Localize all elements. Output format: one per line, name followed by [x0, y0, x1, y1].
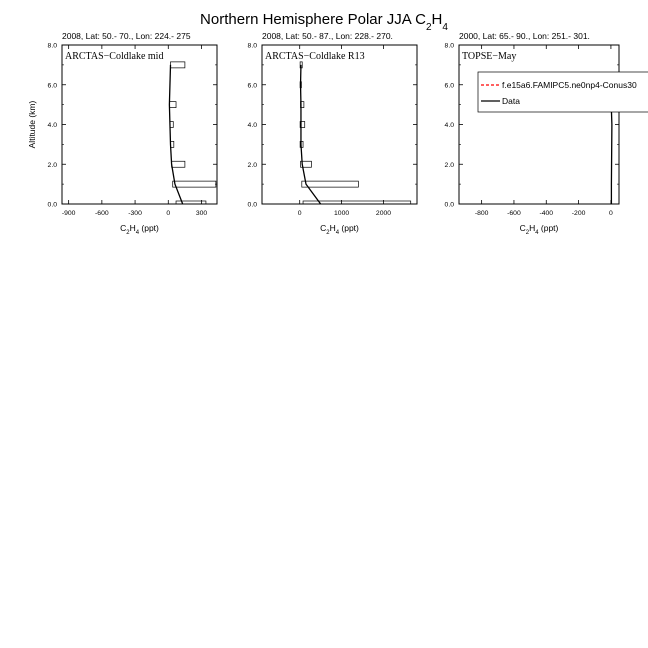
figure-title: Northern Hemisphere Polar JJA $C_2H_4$: [200, 11, 448, 33]
x-tick-label: -200: [571, 210, 586, 217]
y-tick-label: 8.0: [247, 42, 257, 50]
x-tick-label: -600: [95, 210, 109, 217]
range-box: [171, 62, 185, 68]
plot-area: [611, 105, 612, 204]
campaign-label: TOPSE−May: [462, 51, 517, 62]
y-tick-label: 8.0: [47, 42, 57, 50]
y-tick-label: 6.0: [247, 82, 257, 90]
panel-3: [445, 31, 619, 236]
x-tick-label: -400: [539, 210, 554, 217]
x-tick-label: -800: [474, 210, 489, 217]
legend-box: [478, 72, 648, 112]
x-tick-label: 0: [609, 210, 613, 217]
y-tick-label: 4.0: [47, 122, 57, 129]
axes-frame: [62, 45, 217, 204]
y-tick-label: 6.0: [444, 82, 454, 90]
y-tick-label: 4.0: [444, 122, 454, 129]
x-tick-label: 0: [166, 210, 171, 217]
y-tick-label: 4.0: [247, 122, 257, 129]
legend: [478, 72, 648, 112]
x-tick-label: -300: [128, 210, 142, 217]
y-tick-label: 0.0: [47, 201, 57, 209]
x-tick-label: 1000: [334, 210, 350, 217]
panel-1: [27, 31, 217, 236]
data-profile-line: [169, 65, 182, 204]
y-tick-label: 0.0: [247, 201, 257, 209]
x-axis-label: $C_2H_4$ (ppt): [120, 223, 159, 236]
legend-label: f.e15a6.FAMIPC5.ne0np4-Conus30: [502, 80, 637, 90]
data-profile-line: [611, 105, 612, 204]
x-tick-label: 2000: [375, 210, 392, 217]
panel-2: [248, 31, 417, 236]
y-tick-label: 6.0: [47, 82, 57, 90]
plot-area: [169, 62, 216, 207]
x-axis-label: $C_2H_4$ (ppt): [519, 223, 559, 236]
axes-frame: [262, 45, 417, 204]
panel-header: 2008, Lat: 50.- 87., Lon: 228.- 270.: [262, 31, 393, 41]
y-tick-label: 2.0: [247, 161, 257, 169]
range-box: [173, 181, 216, 187]
panel-header: 2000, Lat: 65.- 90., Lon: 251.- 301.: [459, 31, 590, 41]
y-tick-label: 8.0: [444, 42, 454, 50]
plot-area: [300, 62, 411, 207]
campaign-label: ARCTAS−Coldlake mid: [65, 51, 164, 62]
range-box: [302, 181, 359, 187]
y-tick-label: 0.0: [444, 201, 454, 209]
y-tick-label: 2.0: [444, 161, 454, 169]
range-box: [172, 161, 185, 167]
panel-header: 2008, Lat: 50.- 70., Lon: 224.- 275: [62, 31, 191, 41]
axes-frame: [459, 45, 619, 204]
data-profile-line: [301, 65, 321, 204]
x-tick-label: -600: [507, 210, 521, 217]
x-tick-label: 300: [195, 210, 208, 217]
legend-label: Data: [502, 96, 520, 106]
campaign-label: ARCTAS−Coldlake R13: [265, 51, 365, 62]
y-tick-label: 2.0: [47, 161, 57, 169]
y-axis-label: Altitude (km): [27, 100, 37, 149]
x-axis-label: $C_2H_4$ (ppt): [320, 223, 359, 236]
x-tick-label: 0: [297, 210, 302, 217]
x-tick-label: -900: [61, 210, 76, 217]
range-box: [169, 102, 176, 108]
